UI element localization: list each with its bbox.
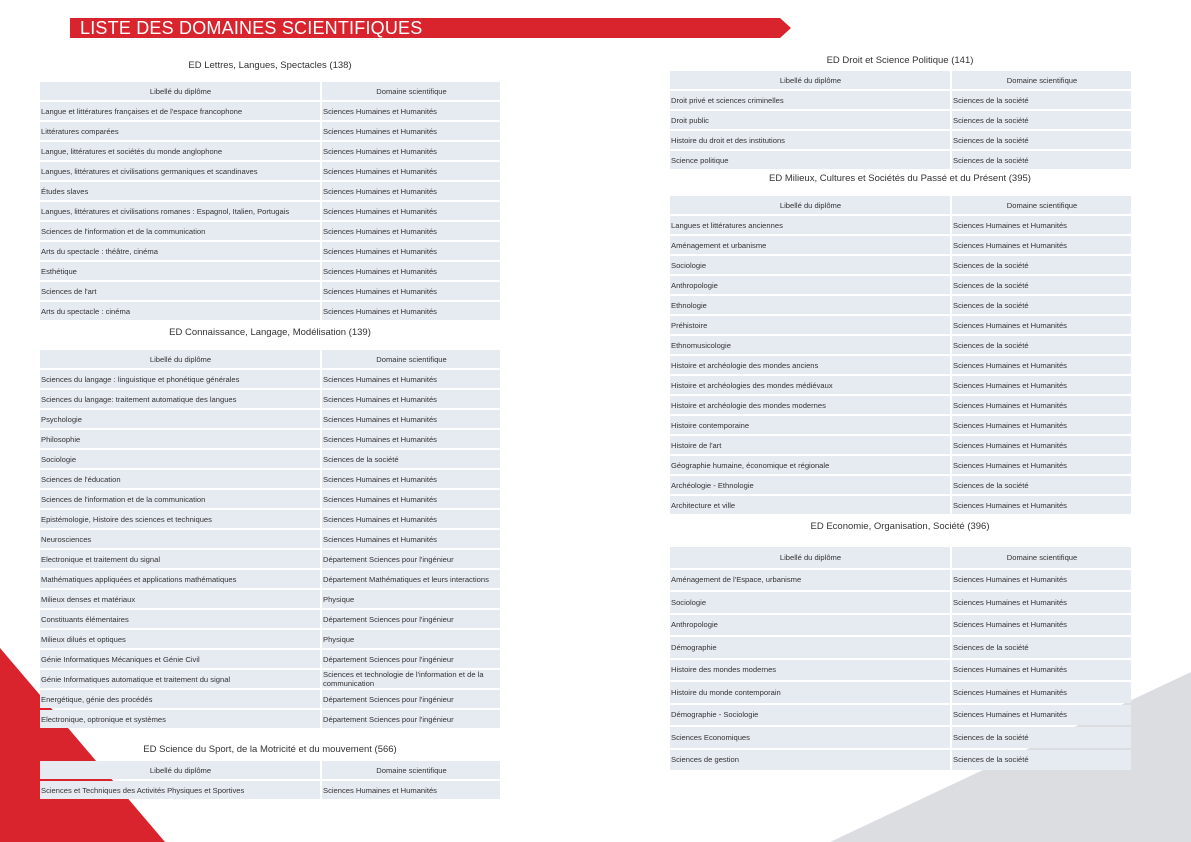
table-row: [670, 496, 1131, 514]
table-row: [670, 111, 1131, 129]
diploma-label: Sociologie: [670, 256, 950, 274]
diploma-label: Géographie humaine, économique et régionale: [670, 456, 950, 474]
diploma-label: Arts du spectacle : cinéma: [40, 302, 320, 320]
scientific-domain: Sciences Humaines et Humanités: [952, 216, 1131, 234]
diploma-label: Langues, littératures et civilisations germaniques et scandinaves: [40, 162, 320, 180]
scientific-domain: Sciences Humaines et Humanités: [322, 410, 500, 428]
scientific-domain: Sciences Humaines et Humanités: [322, 242, 500, 260]
domain-table: [668, 194, 1133, 516]
table-row: [40, 370, 500, 388]
table-header-row: [670, 196, 1131, 214]
table-row: [40, 142, 500, 160]
scientific-domain: Sciences de la société: [952, 131, 1131, 149]
scientific-domain: Sciences Humaines et Humanités: [322, 122, 500, 140]
table-row: [40, 202, 500, 220]
diploma-label: Arts du spectacle : théâtre, cinéma: [40, 242, 320, 260]
table-row: [670, 615, 1131, 636]
table-row: [670, 660, 1131, 681]
diploma-label: Psychologie: [40, 410, 320, 428]
table-row: [40, 781, 500, 799]
scientific-domain: Sciences Humaines et Humanités: [952, 660, 1131, 681]
scientific-domain: Sciences Humaines et Humanités: [952, 436, 1131, 454]
scientific-domain: Département Mathématiques et leurs interactions: [322, 570, 500, 588]
table-row: [40, 590, 500, 608]
table-row: [40, 650, 500, 668]
scientific-domain: Sciences Humaines et Humanités: [322, 262, 500, 280]
scientific-domain: Sciences de la société: [952, 276, 1131, 294]
scientific-domain: Physique: [322, 630, 500, 648]
scientific-domain: Physique: [322, 590, 500, 608]
diploma-label: Ethnologie: [670, 296, 950, 314]
table-row: [670, 456, 1131, 474]
scientific-domain: Département Sciences pour l'ingénieur: [322, 690, 500, 708]
scientific-domain: Département Sciences pour l'ingénieur: [322, 550, 500, 568]
scientific-domain: Sciences et technologie de l'information et de la communication: [322, 670, 500, 688]
scientific-domain: Sciences Humaines et Humanités: [322, 282, 500, 300]
diploma-label: Sociologie: [670, 592, 950, 613]
scientific-domain: Sciences Humaines et Humanités: [322, 222, 500, 240]
table-row: [670, 396, 1131, 414]
scientific-domain: Sciences Humaines et Humanités: [952, 356, 1131, 374]
diploma-label: Milieux denses et matériaux: [40, 590, 320, 608]
diploma-label: Philosophie: [40, 430, 320, 448]
scientific-domain: Sciences Humaines et Humanités: [322, 470, 500, 488]
table-row: [40, 390, 500, 408]
scientific-domain: Sciences Humaines et Humanités: [322, 530, 500, 548]
diploma-label: Esthétique: [40, 262, 320, 280]
diploma-label: Electronique et traitement du signal: [40, 550, 320, 568]
scientific-domain: Sciences Humaines et Humanités: [952, 705, 1131, 726]
header-libelle: Libellé du diplôme: [670, 547, 950, 568]
table-row: [670, 356, 1131, 374]
diploma-label: Droit privé et sciences criminelles: [670, 91, 950, 109]
diploma-label: Archéologie - Ethnologie: [670, 476, 950, 494]
domain-table: [38, 80, 502, 322]
section-title: ED Science du Sport, de la Motricité et du mouvement (566): [143, 744, 397, 755]
table-row: [670, 436, 1131, 454]
table-row: [40, 670, 500, 688]
table-row: [670, 705, 1131, 726]
header-domaine: Domaine scientifique: [322, 761, 500, 779]
diploma-label: Histoire des mondes modernes: [670, 660, 950, 681]
table-row: [40, 510, 500, 528]
scientific-domain: Sciences Humaines et Humanités: [322, 142, 500, 160]
diploma-label: Langues et littératures anciennes: [670, 216, 950, 234]
table-row: [40, 282, 500, 300]
scientific-domain: Sciences Humaines et Humanités: [952, 592, 1131, 613]
header-libelle: Libellé du diplôme: [40, 350, 320, 368]
scientific-domain: Sciences Humaines et Humanités: [952, 615, 1131, 636]
diploma-label: Sciences Economiques: [670, 727, 950, 748]
diploma-label: Sociologie: [40, 450, 320, 468]
scientific-domain: Département Sciences pour l'ingénieur: [322, 610, 500, 628]
scientific-domain: Sciences Humaines et Humanités: [952, 316, 1131, 334]
domain-table: [668, 69, 1133, 171]
table-header-row: [670, 71, 1131, 89]
scientific-domain: Sciences de la société: [952, 727, 1131, 748]
table-row: [670, 276, 1131, 294]
scientific-domain: Sciences de la société: [952, 296, 1131, 314]
scientific-domain: Sciences Humaines et Humanités: [322, 182, 500, 200]
header-libelle: Libellé du diplôme: [670, 196, 950, 214]
header-domaine: Domaine scientifique: [952, 196, 1131, 214]
scientific-domain: Sciences Humaines et Humanités: [322, 490, 500, 508]
header-libelle: Libellé du diplôme: [40, 82, 320, 100]
scientific-domain: Sciences Humaines et Humanités: [322, 202, 500, 220]
scientific-domain: Sciences Humaines et Humanités: [322, 102, 500, 120]
diploma-label: Constituants élémentaires: [40, 610, 320, 628]
table-row: [670, 592, 1131, 613]
scientific-domain: Sciences Humaines et Humanités: [952, 570, 1131, 591]
table-row: [670, 682, 1131, 703]
domain-table: [668, 545, 1133, 772]
table-row: [670, 91, 1131, 109]
diploma-label: Milieux dilués et optiques: [40, 630, 320, 648]
table-row: [40, 102, 500, 120]
diploma-label: Histoire et archéologies des mondes médiévaux: [670, 376, 950, 394]
table-header-row: [40, 82, 500, 100]
diploma-label: Démographie: [670, 637, 950, 658]
diploma-label: Langue, littératures et sociétés du monde anglophone: [40, 142, 320, 160]
header-domaine: Domaine scientifique: [952, 71, 1131, 89]
scientific-domain: Sciences Humaines et Humanités: [322, 302, 500, 320]
table-row: [40, 690, 500, 708]
table-header-row: [40, 761, 500, 779]
header-domaine: Domaine scientifique: [322, 350, 500, 368]
table-row: [40, 470, 500, 488]
table-row: [40, 710, 500, 728]
table-row: [670, 570, 1131, 591]
scientific-domain: Sciences Humaines et Humanités: [322, 430, 500, 448]
table-row: [670, 416, 1131, 434]
scientific-domain: Sciences Humaines et Humanités: [322, 510, 500, 528]
diploma-label: Mathématiques appliquées et applications mathématiques: [40, 570, 320, 588]
diploma-label: Droit public: [670, 111, 950, 129]
table-row: [670, 750, 1131, 771]
diploma-label: Préhistoire: [670, 316, 950, 334]
header-domaine: Domaine scientifique: [322, 82, 500, 100]
diploma-label: Anthropologie: [670, 615, 950, 636]
diploma-label: Sciences du langage : linguistique et phonétique générales: [40, 370, 320, 388]
scientific-domain: Sciences de la société: [952, 476, 1131, 494]
diploma-label: Sciences de l'information et de la communication: [40, 222, 320, 240]
diploma-label: Sciences de gestion: [670, 750, 950, 771]
scientific-domain: Sciences Humaines et Humanités: [952, 682, 1131, 703]
header-domaine: Domaine scientifique: [952, 547, 1131, 568]
scientific-domain: Sciences de la société: [952, 750, 1131, 771]
scientific-domain: Sciences de la société: [952, 336, 1131, 354]
diploma-label: Sciences et Techniques des Activités Physiques et Sportives: [40, 781, 320, 799]
scientific-domain: Sciences Humaines et Humanités: [322, 162, 500, 180]
scientific-domain: Sciences de la société: [952, 91, 1131, 109]
domain-table: [38, 759, 502, 801]
domain-table: [38, 348, 502, 730]
diploma-label: Littératures comparées: [40, 122, 320, 140]
scientific-domain: Sciences Humaines et Humanités: [952, 456, 1131, 474]
table-row: [40, 302, 500, 320]
section-title: ED Economie, Organisation, Société (396): [810, 521, 990, 532]
diploma-label: Histoire et archéologie des mondes anciens: [670, 356, 950, 374]
scientific-domain: Sciences Humaines et Humanités: [322, 370, 500, 388]
table-row: [670, 296, 1131, 314]
diploma-label: Génie Informatiques Mécaniques et Génie Civil: [40, 650, 320, 668]
scientific-domain: Sciences de la société: [952, 256, 1131, 274]
table-row: [670, 316, 1131, 334]
table-row: [40, 570, 500, 588]
diploma-label: Histoire de l'art: [670, 436, 950, 454]
header-libelle: Libellé du diplôme: [670, 71, 950, 89]
diploma-label: Langues, littératures et civilisations romanes : Espagnol, Italien, Portugais: [40, 202, 320, 220]
table-row: [40, 182, 500, 200]
diploma-label: Histoire et archéologie des mondes modernes: [670, 396, 950, 414]
diploma-label: Sciences de l'art: [40, 282, 320, 300]
diploma-label: Langue et littératures françaises et de l'espace francophone: [40, 102, 320, 120]
header-libelle: Libellé du diplôme: [40, 761, 320, 779]
table-row: [670, 476, 1131, 494]
scientific-domain: Département Sciences pour l'ingénieur: [322, 650, 500, 668]
diploma-label: Science politique: [670, 151, 950, 169]
table-row: [670, 216, 1131, 234]
table-row: [670, 236, 1131, 254]
scientific-domain: Sciences Humaines et Humanités: [322, 390, 500, 408]
table-row: [670, 256, 1131, 274]
diploma-label: Démographie - Sociologie: [670, 705, 950, 726]
scientific-domain: Sciences Humaines et Humanités: [952, 396, 1131, 414]
table-header-row: [670, 547, 1131, 568]
diploma-label: Sciences de l'information et de la communication: [40, 490, 320, 508]
table-row: [40, 222, 500, 240]
table-row: [40, 610, 500, 628]
table-row: [40, 410, 500, 428]
diploma-label: Sciences du langage: traitement automatique des langues: [40, 390, 320, 408]
scientific-domain: Sciences Humaines et Humanités: [952, 376, 1131, 394]
diploma-label: Ethnomusicologie: [670, 336, 950, 354]
diploma-label: Histoire contemporaine: [670, 416, 950, 434]
table-row: [40, 242, 500, 260]
diploma-label: Architecture et ville: [670, 496, 950, 514]
diploma-label: Energétique, génie des procédés: [40, 690, 320, 708]
diploma-label: Epistémologie, Histoire des sciences et techniques: [40, 510, 320, 528]
page-title: LISTE DES DOMAINES SCIENTIFIQUES: [80, 18, 423, 38]
table-row: [40, 550, 500, 568]
table-row: [670, 637, 1131, 658]
diploma-label: Anthropologie: [670, 276, 950, 294]
section-title: ED Milieux, Cultures et Sociétés du Passé et du Présent (395): [769, 173, 1031, 184]
table-row: [670, 376, 1131, 394]
table-row: [40, 162, 500, 180]
table-row: [40, 530, 500, 548]
scientific-domain: Sciences Humaines et Humanités: [952, 416, 1131, 434]
scientific-domain: Département Sciences pour l'ingénieur: [322, 710, 500, 728]
table-row: [40, 630, 500, 648]
table-row: [40, 430, 500, 448]
scientific-domain: Sciences Humaines et Humanités: [952, 496, 1131, 514]
diploma-label: Sciences de l'éducation: [40, 470, 320, 488]
scientific-domain: Sciences de la société: [952, 637, 1131, 658]
diploma-label: Neurosciences: [40, 530, 320, 548]
diploma-label: Electronique, optronique et systèmes: [40, 710, 320, 728]
table-row: [670, 151, 1131, 169]
scientific-domain: Sciences Humaines et Humanités: [952, 236, 1131, 254]
scientific-domain: Sciences de la société: [322, 450, 500, 468]
diploma-label: Génie Informatiques automatique et traitement du signal: [40, 670, 320, 688]
table-row: [40, 490, 500, 508]
diploma-label: Histoire du droit et des institutions: [670, 131, 950, 149]
scientific-domain: Sciences Humaines et Humanités: [322, 781, 500, 799]
scientific-domain: Sciences de la société: [952, 151, 1131, 169]
table-header-row: [40, 350, 500, 368]
table-row: [40, 262, 500, 280]
table-row: [40, 122, 500, 140]
section-title: ED Droit et Science Politique (141): [826, 55, 974, 66]
scientific-domain: Sciences de la société: [952, 111, 1131, 129]
section-title: ED Lettres, Langues, Spectacles (138): [188, 60, 352, 71]
diploma-label: Études slaves: [40, 182, 320, 200]
diploma-label: Aménagement de l'Espace, urbanisme: [670, 570, 950, 591]
diploma-label: Aménagement et urbanisme: [670, 236, 950, 254]
section-title: ED Connaissance, Langage, Modélisation (139): [169, 327, 371, 338]
table-row: [40, 450, 500, 468]
table-row: [670, 727, 1131, 748]
table-row: [670, 131, 1131, 149]
diploma-label: Histoire du monde contemporain: [670, 682, 950, 703]
table-row: [670, 336, 1131, 354]
